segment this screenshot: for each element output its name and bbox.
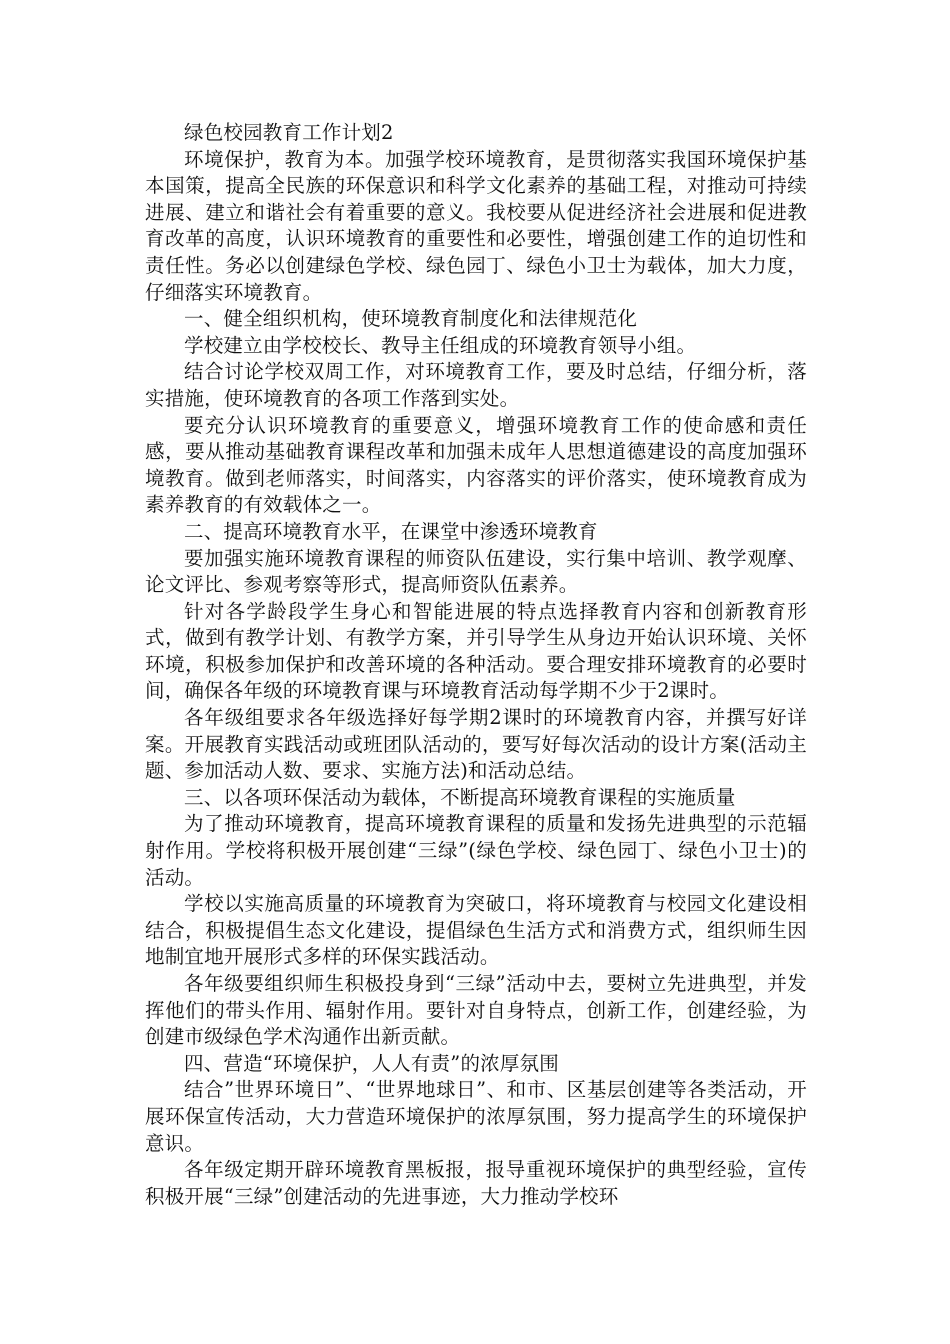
paragraph-intro: 环境保护，教育为本。加强学校环境教育，是贯彻落实我国环境保护基本国策，提高全民族的环保意识和科学文化素养的基础工程，对推动可持续进展、建立和谐社会有着重要的意义。我校要从促进经济社会进展和促进教育改革的高度，认识环境教育的重要性和必要性，增强创建工作的迫切性和责任性。务必以创建绿色学校、绿色园丁、绿色小卫士为载体，加大力度，仔细落实环境教育。 bbox=[145, 147, 807, 304]
document-body bbox=[145, 120, 807, 1210]
section-heading-3: 三、以各项环保活动为载体，不断提高环境教育课程的实施质量 bbox=[184, 785, 736, 809]
paragraph: 为了推动环境教育，提高环境教育课程的质量和发扬先进典型的示范辐射作用。学校将积极开展创建“三绿”(绿色学校、绿色园丁、绿色小卫士)的活动。 bbox=[145, 812, 807, 889]
paragraph: 要充分认识环境教育的重要意义，增强环境教育工作的使命感和责任感，要从推动基础教育课程改革和加强未成年人思想道德建设的高度加强环境教育。做到老师落实，时间落实，内容落实的评价落实，使环境教育成为素养教育的有效载体之一。 bbox=[145, 413, 807, 517]
paragraph: 要加强实施环境教育课程的师资队伍建设，实行集中培训、教学观摩、论文评比、参观考察等形式，提高师资队伍素养。 bbox=[145, 546, 807, 597]
paragraph: 结合讨论学校双周工作，对环境教育工作，要及时总结，仔细分析，落实措施，使环境教育的各项工作落到实处。 bbox=[145, 360, 807, 410]
section-heading-2: 二、提高环境教育水平，在课堂中渗透环境教育 bbox=[184, 519, 598, 543]
paragraph: 各年级组要求各年级选择好每学期2课时的环境教育内容，并撰写好详案。开展教育实践活动或班团队活动的，要写好每次活动的设计方案(活动主题、参加活动人数、要求、实施方法)和活动总结。 bbox=[145, 706, 807, 783]
paragraph: 学校建立由学校校长、教导主任组成的环境教育领导小组。 bbox=[184, 333, 697, 357]
paragraph: 各年级要组织师生积极投身到“三绿”活动中去，要树立先进典型，并发挥他们的带头作用、辐射作用。要针对自身特点，创新工作，创建经验，为创建市级绿色学术沟通作出新贡献。 bbox=[145, 972, 807, 1049]
paragraph: 针对各学龄段学生身心和智能进展的特点选择教育内容和创新教育形式，做到有教学计划、有教学方案，并引导学生从身边开始认识环境、关怀环境，积极参加保护和改善环境的各种活动。要合理安排环境教育的必要时间，确保各年级的环境教育课与环境教育活动每学期不少于2课时。 bbox=[145, 599, 807, 703]
section-heading-1: 一、健全组织机构，使环境教育制度化和法律规范化 bbox=[184, 307, 638, 331]
paragraph: 结合”世界环境日”、“世界地球日”、和市、区基层创建等各类活动，开展环保宣传活动，大力营造环境保护的浓厚氛围，努力提高学生的环境保护意识。 bbox=[145, 1078, 807, 1155]
document-title: 绿色校园教育工作计划2 bbox=[184, 121, 394, 144]
paragraph: 学校以实施高质量的环境教育为突破口，将环境教育与校园文化建设相结合，积极提倡生态文化建设，提倡绿色生活方式和消费方式，组织师生因地制宜地开展形式多样的环保实践活动。 bbox=[145, 892, 807, 969]
paragraph: 各年级定期开辟环境教育黑板报，报导重视环境保护的典型经验，宣传积极开展“三绿”创建活动的先进事迹，大力推动学校环 bbox=[145, 1158, 807, 1208]
section-heading-4: 四、营造“环境保护，人人有责”的浓厚氛围 bbox=[184, 1051, 559, 1075]
